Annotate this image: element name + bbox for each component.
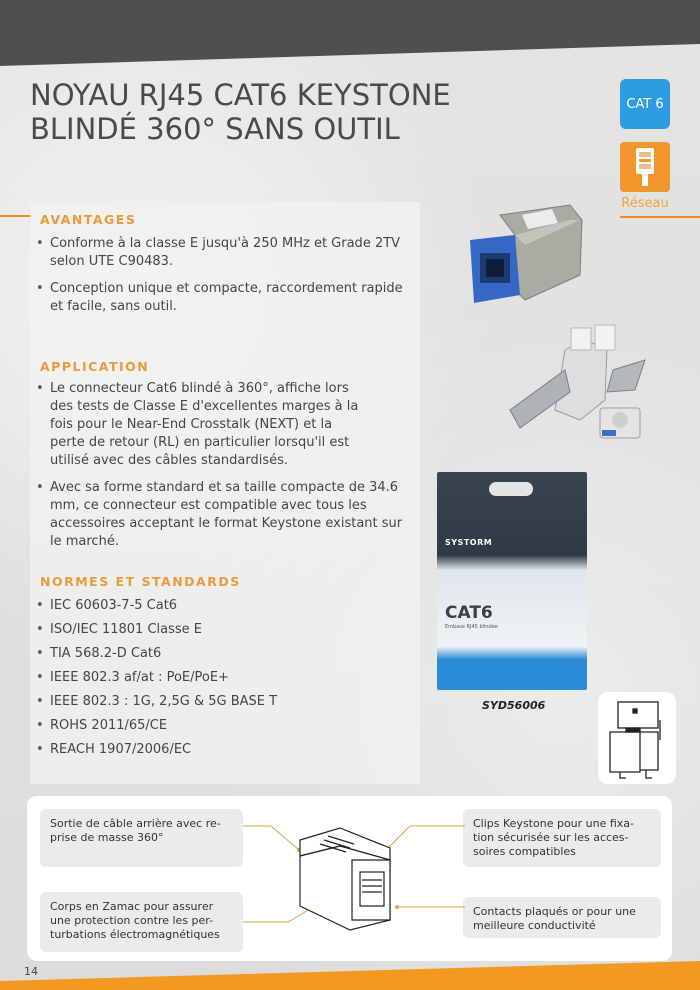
- category-badge: [620, 79, 670, 129]
- title-line-2: BLINDÉ 360° SANS OUTIL: [30, 112, 400, 146]
- list-item: • Le connecteur Cat6 blindé à 360°, affiche lors des tests de Classe E d'excellentes marges à la fois pour le Near-End Crosstalk (NEXT) et la perte de retour (RL) en particulier lorsqu'il est utilisé avec des câbles standardisés.: [36, 380, 366, 470]
- network-badge: [620, 142, 670, 192]
- package-hang-hole: [489, 482, 533, 496]
- list-item: • Conforme à la classe E jusqu'à 250 MHz et Grade 2TV selon UTE C90483.: [36, 235, 406, 271]
- callout-cable-exit: Sortie de câble arrière avec re-prise de masse 360°: [40, 809, 243, 867]
- category-badge-label: CAT 6: [626, 96, 664, 112]
- list-item: • IEC 60603-7-5 Cat6: [36, 597, 416, 615]
- list-item: • IEEE 802.3 af/at : PoE/PoE+: [36, 669, 416, 687]
- keystone-line-diagram: [240, 800, 465, 960]
- keystone-exploded-image: [495, 320, 665, 450]
- package-sublabel: Embase RJ45 blindée: [445, 624, 498, 630]
- divider-right: [620, 216, 700, 218]
- package-image: [437, 472, 587, 690]
- page-number: 14: [24, 965, 38, 978]
- callout-gold-contacts: Contacts plaqués or pour une meilleure conductivité: [463, 897, 661, 938]
- standards-heading: NORMES ET STANDARDS: [40, 574, 241, 589]
- application-list: [36, 380, 416, 560]
- advantages-list: [36, 235, 406, 325]
- keystone-pictogram: [598, 692, 676, 784]
- rj45-plug-icon: [634, 147, 656, 187]
- list-item: • Avec sa forme standard et sa taille compacte de 34.6 mm, ce connecteur est compatible avec tous les accessoires acceptant le format Keystone existant sur le marché.: [36, 479, 416, 551]
- application-heading: APPLICATION: [40, 359, 150, 374]
- divider-left: [0, 215, 32, 217]
- network-badge-label: Réseau: [621, 196, 669, 211]
- keystone-assembled-image: [460, 195, 590, 315]
- standards-list: [36, 597, 416, 765]
- package-label: CAT6: [445, 603, 493, 623]
- list-item: • REACH 1907/2006/EC: [36, 741, 416, 759]
- callout-keystone-clips: Clips Keystone pour une fixa-tion sécurisée sur les acces-soires compatibles: [463, 809, 661, 867]
- package-brand: SYSTORM: [445, 538, 493, 547]
- list-item: • IEEE 802.3 : 1G, 2,5G & 5G BASE T: [36, 693, 416, 711]
- header-band: [0, 0, 700, 70]
- list-item: • Conception unique et compacte, raccordement rapide et facile, sans outil.: [36, 280, 406, 316]
- callout-zamac-body: Corps en Zamac pour assurer une protection contre les per-turbations électromagnétiques: [40, 892, 243, 952]
- features-card: [27, 796, 672, 961]
- keystone-outline-icon: [598, 692, 676, 784]
- title-line-1: NOYAU RJ45 CAT6 KEYSTONE: [30, 78, 451, 112]
- list-item: • TIA 568.2-D Cat6: [36, 645, 416, 663]
- list-item: • ROHS 2011/65/CE: [36, 717, 416, 735]
- page-title: [30, 78, 451, 146]
- advantages-heading: AVANTAGES: [40, 212, 137, 227]
- list-item: • ISO/IEC 11801 Classe E: [36, 621, 416, 639]
- product-reference: SYD56006: [482, 699, 546, 712]
